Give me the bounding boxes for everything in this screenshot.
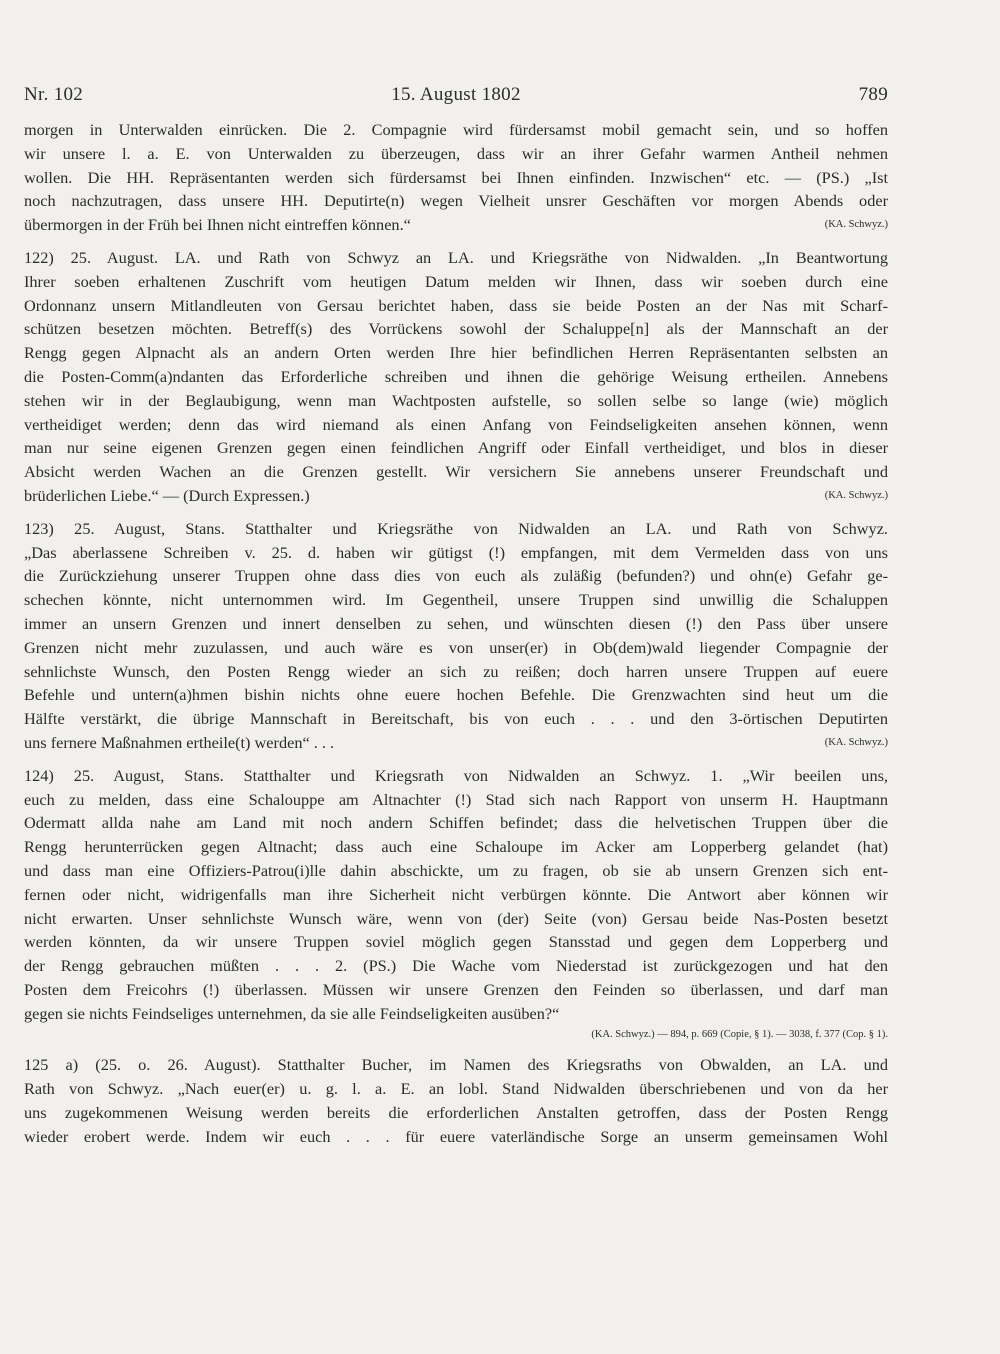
text-line: wir unsere l. a. E. von Unterwalden zu überzeugen, dass wir an ihrer Gefahr warmen Antheil nehmen bbox=[24, 143, 888, 163]
text-line bbox=[24, 484, 888, 508]
text-line-content: brüderlichen Liebe.“ — (Durch Expressen.) bbox=[24, 485, 310, 505]
paragraph bbox=[24, 764, 888, 1026]
text-line: werden könnten, da wir unsere Truppen soviel möglich gegen Stansstad und gegen dem Lopperberg und bbox=[24, 932, 888, 952]
text-line-content: übermorgen in der Früh bei Ihnen nicht eintreffen können.“ bbox=[24, 215, 411, 235]
page-header bbox=[24, 84, 888, 114]
text-line-content: uns fernere Maßnahmen ertheile(t) werden“ . . . bbox=[24, 732, 335, 752]
source-citation: (KA. Schwyz.) bbox=[824, 489, 888, 501]
text-line: und dass man eine Offiziers-Patrou(i)lle dahin abschickte, um zu fragen, ob sie ab unsern Grenzen sich ent- bbox=[24, 860, 888, 880]
text-line: immer an unsern Grenzen und innert denselben zu sehen, und wünschten diesen (!) den Pass über unsere bbox=[24, 613, 888, 633]
text-line: noch nachzutragen, dass unsere HH. Deputirte(n) wegen Vielheit unsrer Geschäften vor morgen Abends oder bbox=[24, 191, 888, 211]
page-number: 789 bbox=[858, 84, 888, 105]
text-line: die Zurückziehung unserer Truppen ohne dass dies von euch als zuläßig (befunden?) und ohn(e) Gefahr ge- bbox=[24, 566, 888, 586]
text-line: morgen in Unterwalden einrücken. Die 2. Compagnie wird fürdersamst mobil gemacht sein, und so hoffen bbox=[24, 120, 888, 139]
text-line: „Das aberlassene Schreiben v. 25. d. haben wir gütigst (!) empfangen, mit dem Vermelden dass von uns bbox=[24, 542, 888, 562]
paragraph bbox=[24, 1053, 888, 1148]
text-line: 124) 25. August, Stans. Statthalter und Kriegsrath von Nidwalden an Schwyz. 1. „Wir beeilen uns, bbox=[24, 765, 888, 785]
paragraph bbox=[24, 118, 888, 237]
text-line: 125 a) (25. o. 26. August). Statthalter Bucher, im Namen des Kriegsraths von Obwalden, an LA. und bbox=[24, 1055, 888, 1075]
text-line: nicht erwarten. Unser sehnlichste Wunsch wäre, wenn von (der) Seite (von) Gersau beide Nas-Posten besetzt bbox=[24, 908, 888, 928]
source-citation: (KA. Schwyz.) bbox=[824, 736, 888, 748]
text-line: man nur seine eigenen Grenzen gegen einen feindlichen Angriff oder Einfall vertheidiget, und blos in dieser bbox=[24, 438, 888, 458]
paragraph bbox=[24, 517, 888, 755]
text-line: 122) 25. August. LA. und Rath von Schwyz an LA. und Kriegsräthe von Nidwalden. „In Beantwortung bbox=[24, 247, 888, 267]
text-line: Rengg herunterrücken gegen Altnacht; dass auch eine Schaloupe im Acker am Lopperberg gelandet (hat) bbox=[24, 837, 888, 857]
text-line: wollen. Die HH. Repräsentanten werden sich fürdersamst bei Ihnen einfinden. Inzwischen“ etc. — (PS.) „Ist bbox=[24, 167, 888, 187]
text-line: wieder erobert werde. Indem wir euch . . . für euere vaterländische Sorge an unserm gemeinsamen Wohl bbox=[24, 1126, 888, 1146]
text-line: Ihrer soeben erhaltenen Zuschrift vom heutigen Datum melden wir Ihnen, dass wir soeben durch eine bbox=[24, 271, 888, 291]
text-line bbox=[24, 213, 888, 237]
text-line: Hälfte verstärkt, die übrige Mannschaft in Bereitschaft, bis von euch . . . und den 3-örtischen Deputirten bbox=[24, 709, 888, 729]
text-line: vertheidiget werden; denn das wird niemand als einen Anfang von Feindseligkeiten ansehen können, wenn bbox=[24, 414, 888, 434]
paragraph bbox=[24, 246, 888, 508]
text-line: der Rengg gebrauchen müßten . . . 2. (PS.) Die Wache vom Niederstad ist zurückgezogen und hat den bbox=[24, 956, 888, 976]
text-line: stehen wir in der Beglaubigung, wenn man Wachtposten aufstelle, so sollen selbe so lange (wie) möglich bbox=[24, 390, 888, 410]
text-line: Rengg gegen Alpnacht als an andern Orten werden Ihre hier befindlichen Herren Repräsentanten selbsten an bbox=[24, 343, 888, 363]
text-line: Befehle und untern(a)hmen bishin nichts ohne euere hochen Befehle. Die Grenzwachten sind heut um die bbox=[24, 685, 888, 705]
text-line: Ordonnanz unsern Mitlandleuten von Gersau berichtet haben, dass sie beide Posten an der Nas mit Scharf- bbox=[24, 295, 888, 315]
document-body bbox=[24, 118, 888, 1158]
text-line: Posten dem Freicohrs (!) überlassen. Müssen wir unsere Grenzen den Feinden so überlassen, und darf man bbox=[24, 979, 888, 999]
text-line: Odermatt allda nahe am Land mit noch andern Schiffen befindet; dass die helvetischen Truppen über die bbox=[24, 813, 888, 833]
document-number: Nr. 102 bbox=[24, 84, 84, 105]
text-line: fernen oder nicht, widrigenfalls man ihre Sicherheit nicht verbürgen könnte. Die Antwort aber können wir bbox=[24, 884, 888, 904]
text-line: euch zu melden, dass eine Schalouppe am Altnachter (!) Stad sich nach Rapport von unserm H. Hauptmann bbox=[24, 789, 888, 809]
text-line: schechen könnte, nicht unternommen wird. Im Gegentheil, unsere Truppen sind unwillig die Schaluppen bbox=[24, 590, 888, 610]
text-line: die Posten-Comm(a)ndanten das Erforderliche schreiben und ihnen die gehörige Weisung ertheilen. Annebens bbox=[24, 366, 888, 386]
text-line: Rath von Schwyz. „Nach euer(er) u. g. l. a. E. an lobl. Stand Nidwalden überschriebenen und von da her bbox=[24, 1079, 888, 1099]
text-line: 123) 25. August, Stans. Statthalter und Kriegsräthe von Nidwalden an LA. und Rath von Schwyz. bbox=[24, 518, 888, 538]
source-citation: (KA. Schwyz.) bbox=[824, 219, 888, 231]
text-line bbox=[24, 731, 888, 755]
text-line: Grenzen nicht mehr zuzulassen, und auch wäre es von unser(er) in Ob(dem)wald liegender Compagnie der bbox=[24, 637, 888, 657]
text-line: gegen sie nichts Feindseliges unternehmen, da sie alle Feindseligkeiten ausüben?“ bbox=[24, 1003, 560, 1023]
text-line: schützen besetzen möchten. Betreff(s) des Vorrückens sowohl der Schaluppe[n] als der Mannschaft an der bbox=[24, 319, 888, 339]
text-line: Absicht werden Wachen an die Grenzen gestellt. Wir versichern Sie annebens unserer Freundschaft und bbox=[24, 462, 888, 482]
source-citation: (KA. Schwyz.) — 894, p. 669 (Copie, § 1). — 3038, f. 377 (Cop. § 1). bbox=[591, 1029, 888, 1041]
page-date: 15. August 1802 bbox=[391, 84, 521, 105]
text-line: sehnlichste Wunsch, den Posten Rengg wieder an sich zu reißen; doch harren unsere Truppen auf euere bbox=[24, 661, 888, 681]
text-line: uns zugekommenen Weisung werden bereits die erforderlichen Anstalten getroffen, dass der Posten Rengg bbox=[24, 1103, 888, 1123]
